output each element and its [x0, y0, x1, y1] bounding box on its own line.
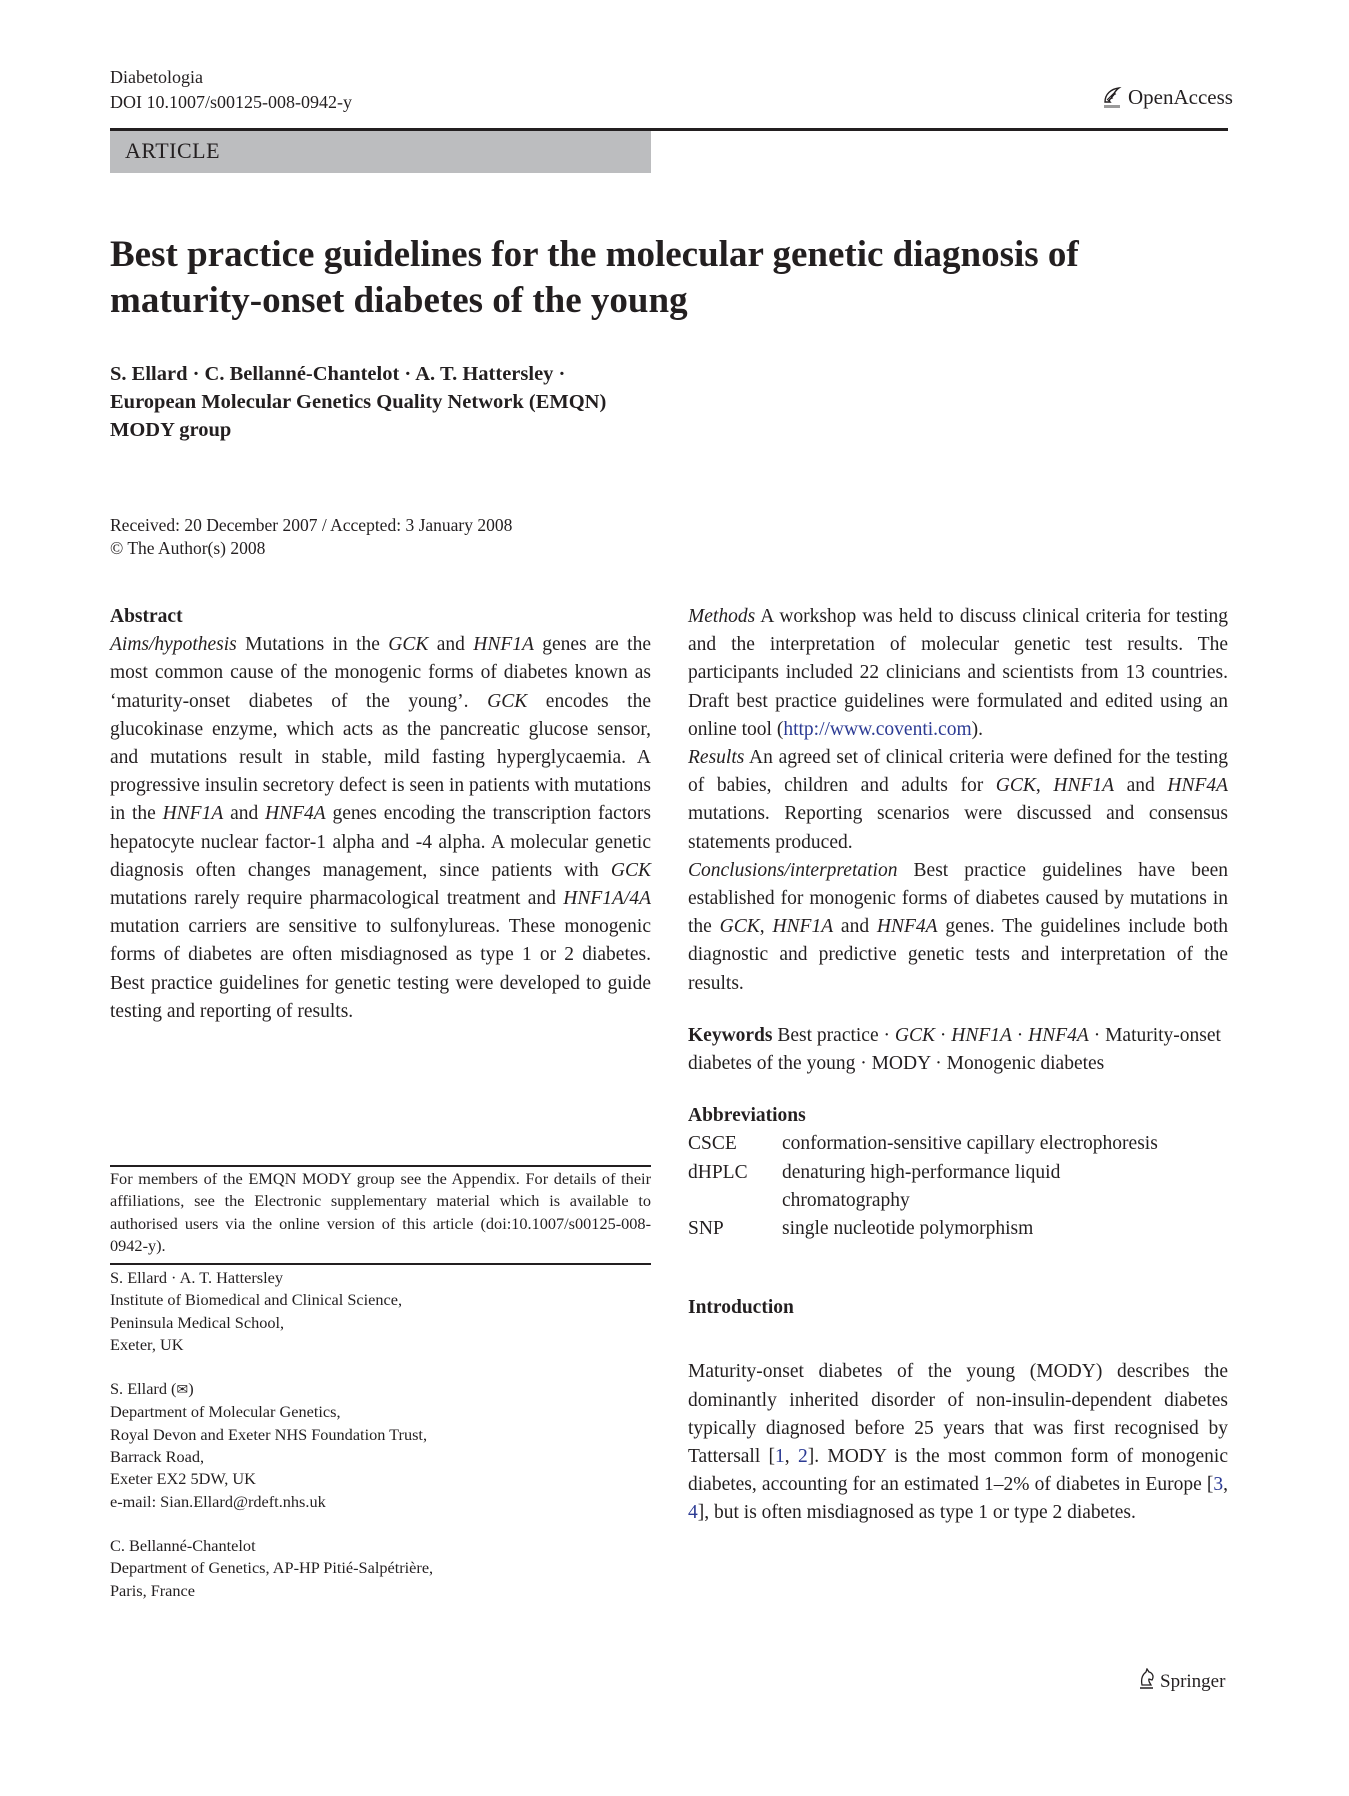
journal-name: Diabetologia: [110, 67, 203, 87]
italic-term: Results: [688, 747, 745, 769]
abstract-methods: Methods A workshop was held to discuss clinical criteria for testing and the interpretation of molecular genetic test results. The participants included 22 clinicians and scientists from 13 countries. Draft best practice guidelines were formulated and edited using an online tool (http://www.coventi.com).: [688, 606, 1228, 740]
italic-term: Aims/hypothesis: [110, 634, 237, 656]
publication-dates: [110, 514, 512, 560]
affiliation-line: Department of Molecular Genetics,: [110, 1402, 341, 1422]
authors-line-3: MODY group: [110, 419, 232, 441]
springer-knight-icon: [1138, 1668, 1156, 1696]
email-link[interactable]: e-mail: Sian.Ellard@rdeft.nhs.uk: [110, 1491, 326, 1511]
springer-logo: [1138, 1668, 1225, 1696]
reference-link[interactable]: 2: [797, 1446, 808, 1468]
abstract-left-column: [110, 603, 651, 1026]
affiliation-3: [110, 1535, 651, 1602]
affiliation-2-corresponding: [110, 1378, 651, 1513]
corresponding-author-name: S. Ellard (: [110, 1379, 177, 1399]
author-list: [110, 360, 670, 444]
abbreviation-definition: single nucleotide polymorphism: [782, 1218, 1034, 1240]
abbreviation-row: [688, 1130, 1228, 1158]
abbreviation-term: SNP: [688, 1218, 724, 1240]
italic-term: GCK: [610, 859, 651, 881]
reference-link[interactable]: 1: [775, 1446, 785, 1468]
copyright: © The Author(s) 2008: [110, 538, 266, 558]
affiliation-line: Exeter, UK: [110, 1334, 184, 1354]
italic-term: Methods: [688, 606, 756, 627]
italic-term: HNF1A: [951, 1024, 1012, 1046]
keywords: Keywords Best practice · GCK · HNF1A · HNF4A · Maturity-onset diabetes of the young · MODY · Monogenic diabetes: [688, 1024, 1221, 1075]
italic-term: HNF4A: [265, 803, 326, 825]
abbreviation-term: CSCE: [688, 1133, 737, 1155]
abstract-right-column: [688, 603, 1228, 1528]
italic-term: HNF1A: [473, 634, 534, 656]
italic-term: HNF1A: [1053, 775, 1115, 797]
italic-term: HNF4A: [876, 916, 938, 938]
open-access-label: OpenAccess: [1128, 85, 1233, 109]
footnote-rule-bottom: [110, 1263, 651, 1265]
reference-link[interactable]: 4: [688, 1502, 698, 1524]
open-access-badge: [1101, 85, 1233, 110]
italic-term: HNF1A/4A: [563, 888, 651, 910]
abstract-results: Results An agreed set of clinical criteria were defined for the testing of babies, children and adults for GCK, HNF1A and HNF4A mutations. Reporting scenarios were discussed and consensus statements produced.: [688, 747, 1229, 853]
affiliation-line: Royal Devon and Exeter NHS Foundation Trust,: [110, 1424, 428, 1444]
affiliation-line: Paris, France: [110, 1580, 195, 1600]
italic-term: HNF1A: [162, 803, 224, 825]
abstract-aims: Aims/hypothesis Mutations in the GCK and HNF1A genes are the most common cause of the monogenic forms of diabetes known as ‘maturity-onset diabetes of the young’. GCK encodes the glucokinase enzyme, which acts as the pancreatic glucose sensor, and mutations result in stable, mild fasting hyperglycaemia. A progressive insulin secretory defect is seen in patients with mutations in the HNF1A and HNF4A genes encoding the transcription factors hepatocyte nuclear factor-1 alpha and -4 alpha. A molecular genetic diagnosis often changes management, since patients with GCK mutations rarely require pharmacological treatment and HNF1A/4A mutation carriers are sensitive to sulfonylureas. These monogenic forms of diabetes are often misdiagnosed as type 1 or 2 diabetes. Best practice guidelines for genetic testing were developed to guide testing and reporting of results.: [110, 634, 652, 1022]
abbreviation-row: [688, 1215, 1228, 1243]
affiliation-line: S. Ellard · A. T. Hattersley: [110, 1268, 284, 1287]
paper-title: Best practice guidelines for the molecular genetic diagnosis of maturity-onset diabetes of the young: [110, 234, 1079, 321]
abstract-conclusions: Conclusions/interpretation Best practice guidelines have been established for monogenic forms of diabetes caused by mutations in the GCK, HNF1A and HNF4A genes. The guidelines include both diagnostic and predictive genetic tests and interpretation of the results.: [688, 859, 1229, 994]
reference-link[interactable]: http://www.coventi.com: [783, 718, 972, 740]
abbreviation-definition: denaturing high-performance liquid chromatography: [782, 1161, 1061, 1211]
italic-term: GCK: [995, 775, 1036, 797]
open-access-wing-icon: [1101, 86, 1123, 110]
envelope-icon[interactable]: ✉: [176, 1382, 189, 1399]
affiliation-1: [110, 1267, 651, 1356]
affiliation-line: Department of Genetics, AP-HP Pitié-Salpétrière,: [110, 1558, 434, 1578]
italic-term: GCK: [894, 1024, 935, 1046]
affiliation-line: C. Bellanné-Chantelot: [110, 1535, 256, 1555]
affiliations: [110, 1267, 651, 1602]
affiliation-line: Peninsula Medical School,: [110, 1312, 285, 1332]
paren-close: ): [188, 1379, 194, 1399]
corresponding-author: [110, 1378, 651, 1401]
abbreviation-term: dHPLC: [688, 1161, 748, 1183]
authors-line-1: S. Ellard · C. Bellanné-Chantelot · A. T. Hattersley ·: [110, 363, 566, 385]
abstract-heading: Abstract: [110, 606, 183, 627]
received-accepted: Received: 20 December 2007 / Accepted: 3 January 2008: [110, 515, 513, 535]
abbreviation-definition: conformation-sensitive capillary electrophoresis: [782, 1133, 1158, 1155]
italic-term: HNF4A: [1167, 775, 1229, 797]
affiliation-line: Institute of Biomedical and Clinical Science,: [110, 1290, 403, 1310]
reference-link[interactable]: 3: [1213, 1474, 1224, 1496]
italic-term: HNF1A: [772, 916, 834, 938]
article-type-bar: [110, 131, 651, 173]
abbreviations-list: [688, 1130, 1228, 1243]
italic-term: Conclusions/interpretation: [688, 859, 898, 881]
italic-term: HNF4A: [1028, 1024, 1089, 1046]
authors-line-2: European Molecular Genetics Quality Network (EMQN): [110, 391, 607, 413]
abbreviations-heading: Abbreviations: [688, 1105, 806, 1127]
italic-term: GCK: [388, 634, 429, 656]
bold-label: Keywords: [688, 1024, 773, 1046]
introduction-heading: Introduction: [688, 1297, 794, 1319]
publisher-name: Springer: [1160, 1671, 1226, 1692]
footnote-rule-top: [110, 1165, 651, 1167]
article-type-label: ARTICLE: [125, 138, 221, 163]
abbreviation-row: [688, 1159, 1228, 1215]
footnote: For members of the EMQN MODY group see the Appendix. For details of their affiliations, see the Electronic supplementary material which is available to authorised users via the online version of this article (doi:10.1007/s00125-008-0942-y).: [110, 1169, 651, 1255]
italic-term: GCK: [487, 690, 528, 712]
affiliation-line: Exeter EX2 5DW, UK: [110, 1469, 256, 1489]
italic-term: GCK: [719, 916, 760, 938]
introduction-paragraph: Maturity-onset diabetes of the young (MODY) describes the dominantly inherited disorder of non-insulin-dependent diabetes typically diagnosed before 25 years that was first recognised by Tattersall [1, 2]. MODY is the most common form of monogenic diabetes, accounting for an estimated 1–2% of diabetes in Europe [3, 4], but is often misdiagnosed as type 1 or type 2 diabetes.: [688, 1361, 1228, 1524]
affiliation-line: Barrack Road,: [110, 1447, 205, 1467]
doi: DOI 10.1007/s00125-008-0942-y: [110, 92, 352, 112]
